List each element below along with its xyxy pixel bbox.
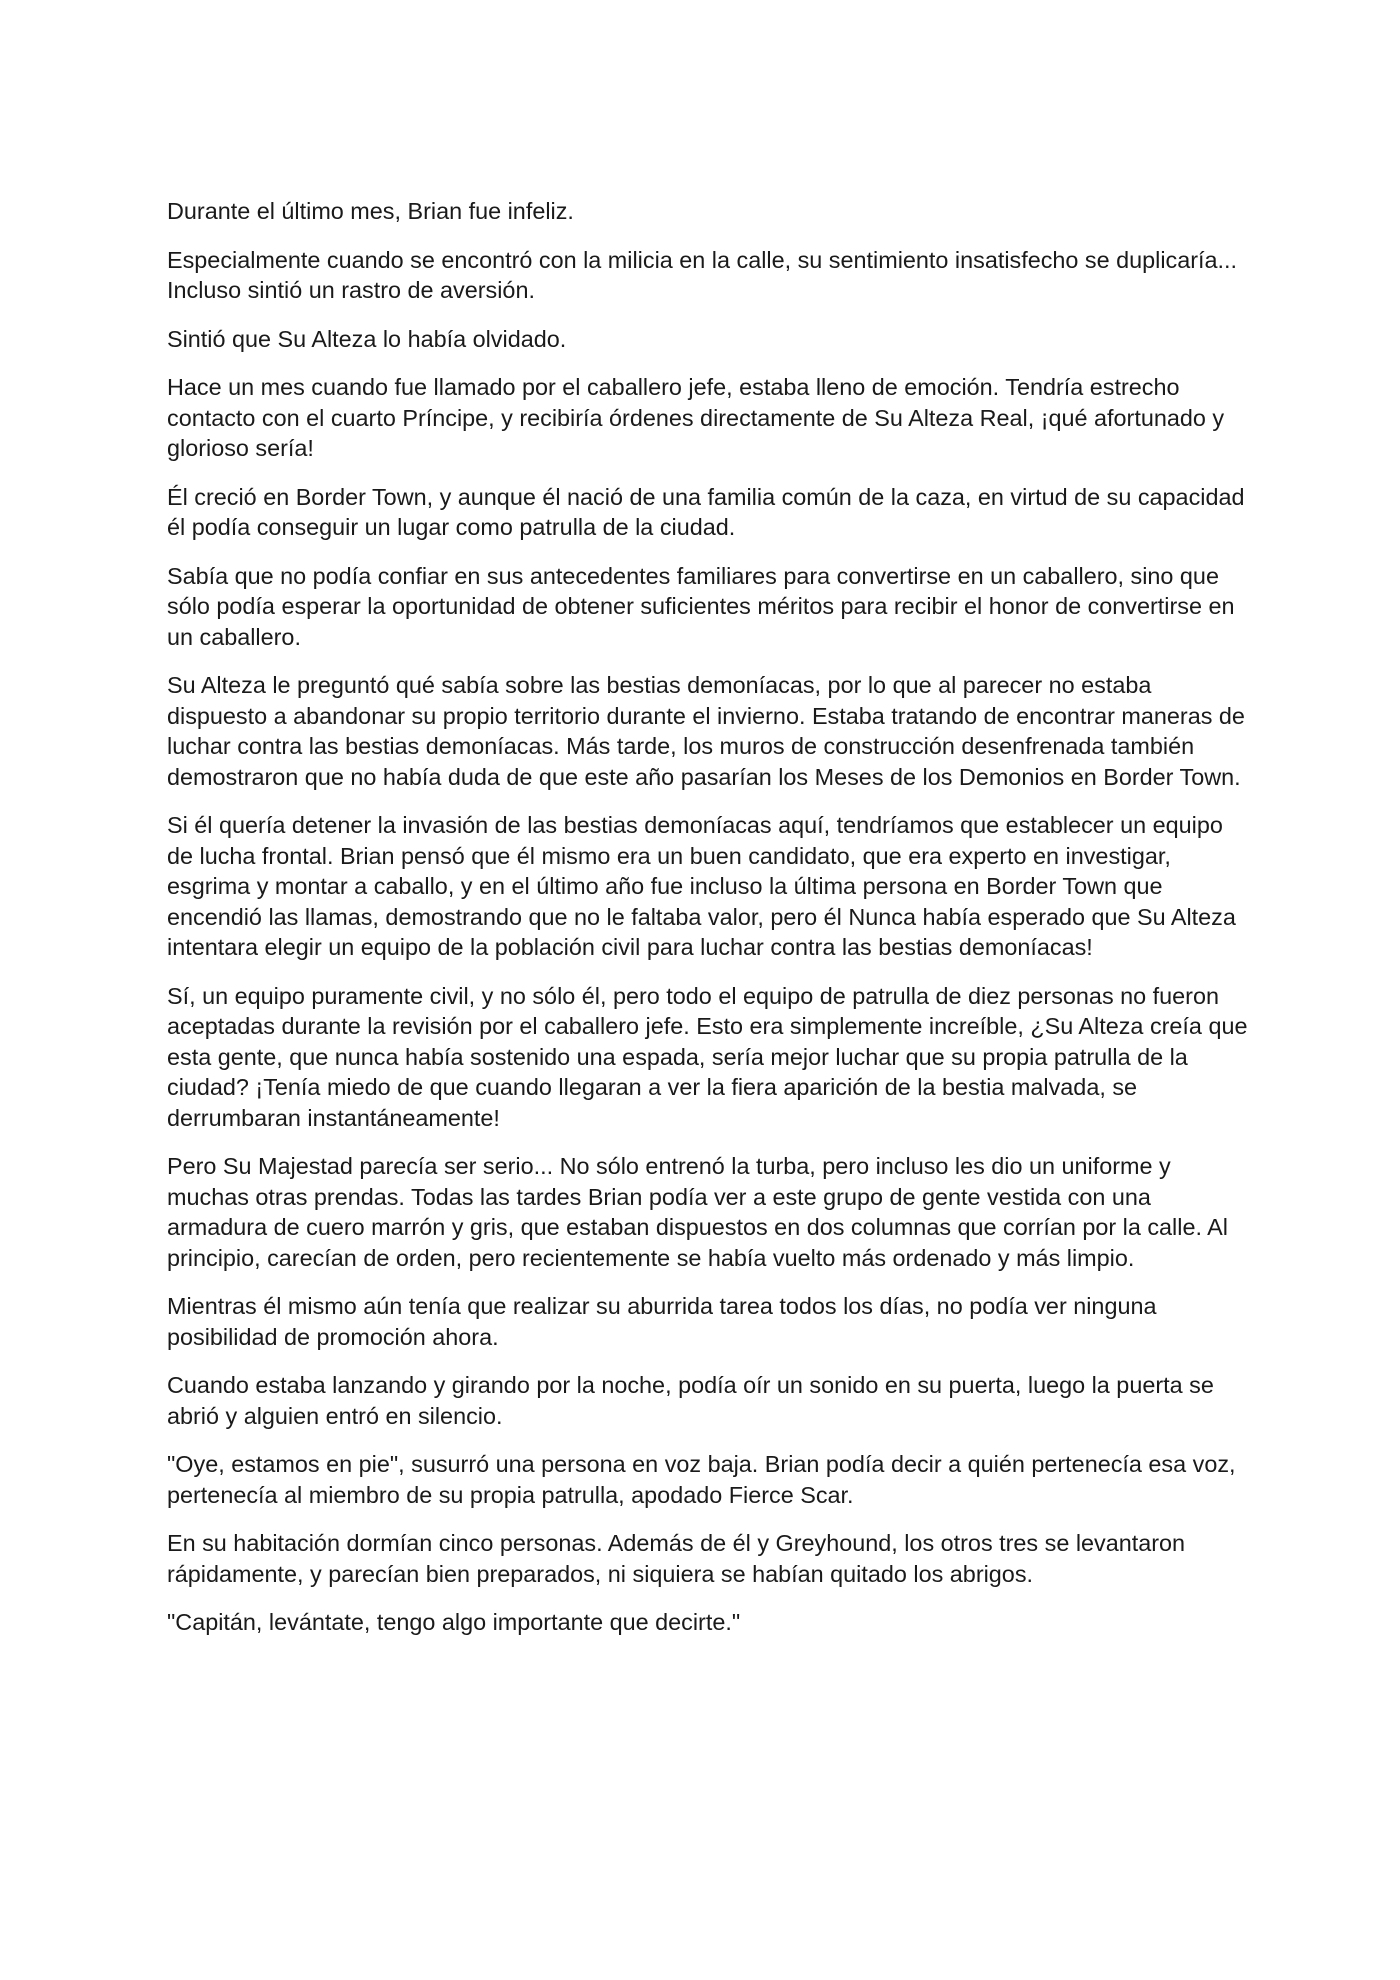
paragraph: Él creció en Border Town, y aunque él nació de una familia común de la caza, en virtud de su capacidad él podía conseguir un lugar como patrulla de la ciudad.: [167, 483, 1245, 540]
paragraph: Mientras él mismo aún tenía que realizar su aburrida tarea todos los días, no podía ver ninguna posibilidad de promoción ahora.: [167, 1293, 1157, 1350]
paragraph: Si él quería detener la invasión de las bestias demoníacas aquí, tendríamos que establecer un equipo de lucha frontal. Brian pensó que él mismo era un buen candidato, que era experto en investigar, esgrima y montar a caballo, y en el último año fue incluso la última persona en Border Town que encendió las llamas, demostrando que no le faltaba valor, pero él Nunca había esperado que Su Alteza intentara elegir un equipo de la población civil para luchar contra las bestias demoníacas!: [167, 812, 1236, 960]
paragraph: Cuando estaba lanzando y girando por la noche, podía oír un sonido en su puerta, luego la puerta se abrió y alguien entró en silencio.: [167, 1372, 1214, 1429]
paragraph: "Capitán, levántate, tengo algo importante que decirte.": [167, 1609, 741, 1635]
paragraph: En su habitación dormían cinco personas. Además de él y Greyhound, los otros tres se levantaron rápidamente, y parecían bien preparados, ni siquiera se habían quitado los abrigos.: [167, 1530, 1186, 1587]
paragraph: "Oye, estamos en pie", susurró una persona en voz baja. Brian podía decir a quién pertenecía esa voz, pertenecía al miembro de su propia patrulla, apodado Fierce Scar.: [167, 1451, 1236, 1508]
paragraph: Especialmente cuando se encontró con la milicia en la calle, su sentimiento insatisfecho se duplicaría... Incluso sintió un rastro de aversión.: [167, 246, 1238, 303]
paragraph: Hace un mes cuando fue llamado por el caballero jefe, estaba lleno de emoción. Tendría estrecho contacto con el cuarto Príncipe, y recibiría órdenes directamente de Su Alteza Real, ¡qué afortunado y glorioso sería!: [167, 374, 1225, 461]
paragraph: Durante el último mes, Brian fue infeliz.: [167, 198, 574, 224]
paragraph: Sí, un equipo puramente civil, y no sólo él, pero todo el equipo de patrulla de diez personas no fueron aceptadas durante la revisión por el caballero jefe. Esto era simplemente increíble, ¿Su Alteza creía que esta gente, que nunca había sostenido una espada, sería mejor luchar que su propia patrulla de la ciudad? ¡Tenía miedo de que cuando llegaran a ver la fiera aparición de la bestia malvada, se derrumbaran instantáneamente!: [167, 982, 1248, 1131]
paragraph: Sabía que no podía confiar en sus antecedentes familiares para convertirse en un caballero, sino que sólo podía esperar la oportunidad de obtener suficientes méritos para recibir el honor de convertirse en un caballero.: [167, 562, 1235, 650]
paragraph: Sintió que Su Alteza lo había olvidado.: [167, 325, 567, 352]
paragraph: Su Alteza le preguntó qué sabía sobre las bestias demoníacas, por lo que al parecer no estaba dispuesto a abandonar su propio territorio durante el invierno. Estaba tratando de encontrar maneras de luchar contra las bestias demoníacas. Más tarde, los muros de construcción desenfrenada también demostraron que no había duda de que este año pasarían los Meses de los Demonios en Border Town.: [167, 672, 1245, 790]
paragraph: Pero Su Majestad parecía ser serio... No sólo entrenó la turba, pero incluso les dio un uniforme y muchas otras prendas. Todas las tardes Brian podía ver a este grupo de gente vestida con una armadura de cuero marrón y gris, que estaban dispuestos en dos columnas que corrían por la calle. Al principio, carecían de orden, pero recientemente se había vuelto más ordenado y más limpio.: [167, 1153, 1228, 1271]
document-body: [167, 196, 1250, 1656]
